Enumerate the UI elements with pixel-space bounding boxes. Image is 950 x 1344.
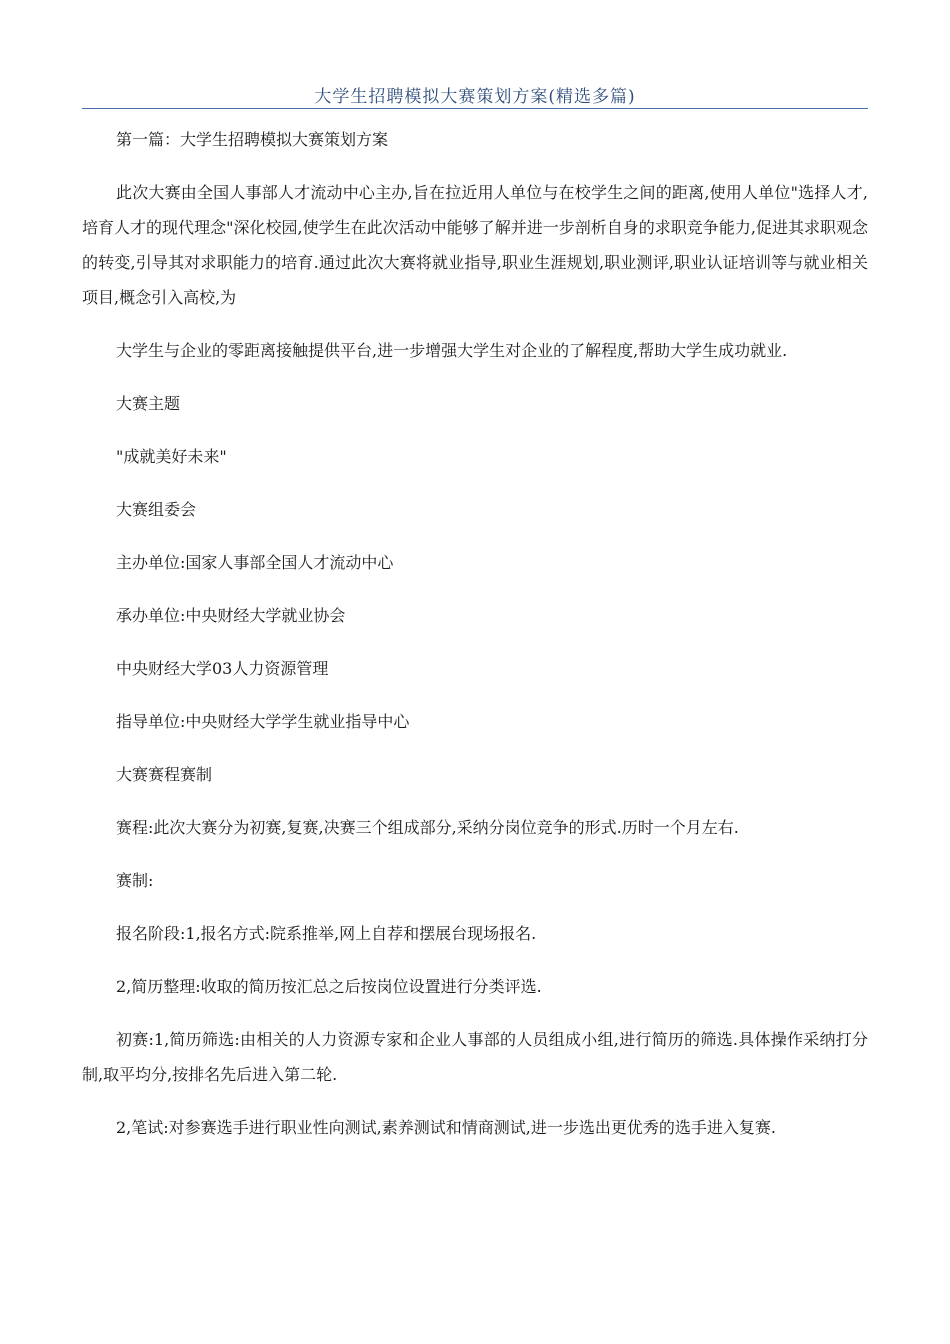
page-header — [82, 78, 868, 109]
paragraph: 大赛赛程赛制 — [116, 765, 213, 784]
paragraph: 指导单位:中央财经大学学生就业指导中心 — [116, 712, 410, 731]
section-heading: 第一篇：大学生招聘模拟大赛策划方案 — [116, 130, 389, 149]
paragraph: 赛制: — [116, 871, 154, 890]
paragraph: 赛程:此次大赛分为初赛,复赛,决赛三个组成部分,采纳分岗位竞争的形式.历时一个月左右. — [116, 818, 739, 837]
paragraph: 初赛:1,简历筛选:由相关的人力资源专家和企业人事部的人员组成小组,进行简历的筛选.具体操作采纳打分制,取平均分,按排名先后进入第二轮. — [82, 1030, 868, 1084]
paragraph: 此次大赛由全国人事部人才流动中心主办,旨在拉近用人单位与在校学生之间的距离,使用人单位"选择人才,培育人才的现代理念"深化校园,使学生在此次活动中能够了解并进一步剖析自身的求职竞争能力,促进其求职观念的转变,引导其对求职能力的培育.通过此次大赛将就业指导,职业生涯规划,职业测评,职业认证培训等与就业相关项目,概念引入高校,为 — [82, 183, 868, 307]
paragraph: 2,简历整理:收取的简历按汇总之后按岗位设置进行分类评选. — [116, 977, 542, 996]
paragraph: 大学生与企业的零距离接触提供平台,进一步增强大学生对企业的了解程度,帮助大学生成功就业. — [116, 341, 788, 360]
paragraph: 主办单位:国家人事部全国人才流动中心 — [116, 553, 394, 572]
paragraph: 报名阶段:1,报名方式:院系推举,网上自荐和摆展台现场报名. — [116, 924, 537, 943]
document-body — [82, 122, 868, 1163]
paragraph: 2,笔试:对参赛选手进行职业性向测试,素养测试和情商测试,进一步选出更优秀的选手进入复赛. — [116, 1118, 776, 1137]
paragraph: 大赛主题 — [116, 394, 181, 413]
paragraph: 大赛组委会 — [116, 500, 197, 519]
paragraph: 承办单位:中央财经大学就业协会 — [116, 606, 346, 625]
page-title: 大学生招聘模拟大赛策划方案(精选多篇) — [314, 87, 636, 107]
paragraph: "成就美好未来" — [116, 447, 227, 466]
paragraph: 中央财经大学03人力资源管理 — [116, 659, 329, 678]
